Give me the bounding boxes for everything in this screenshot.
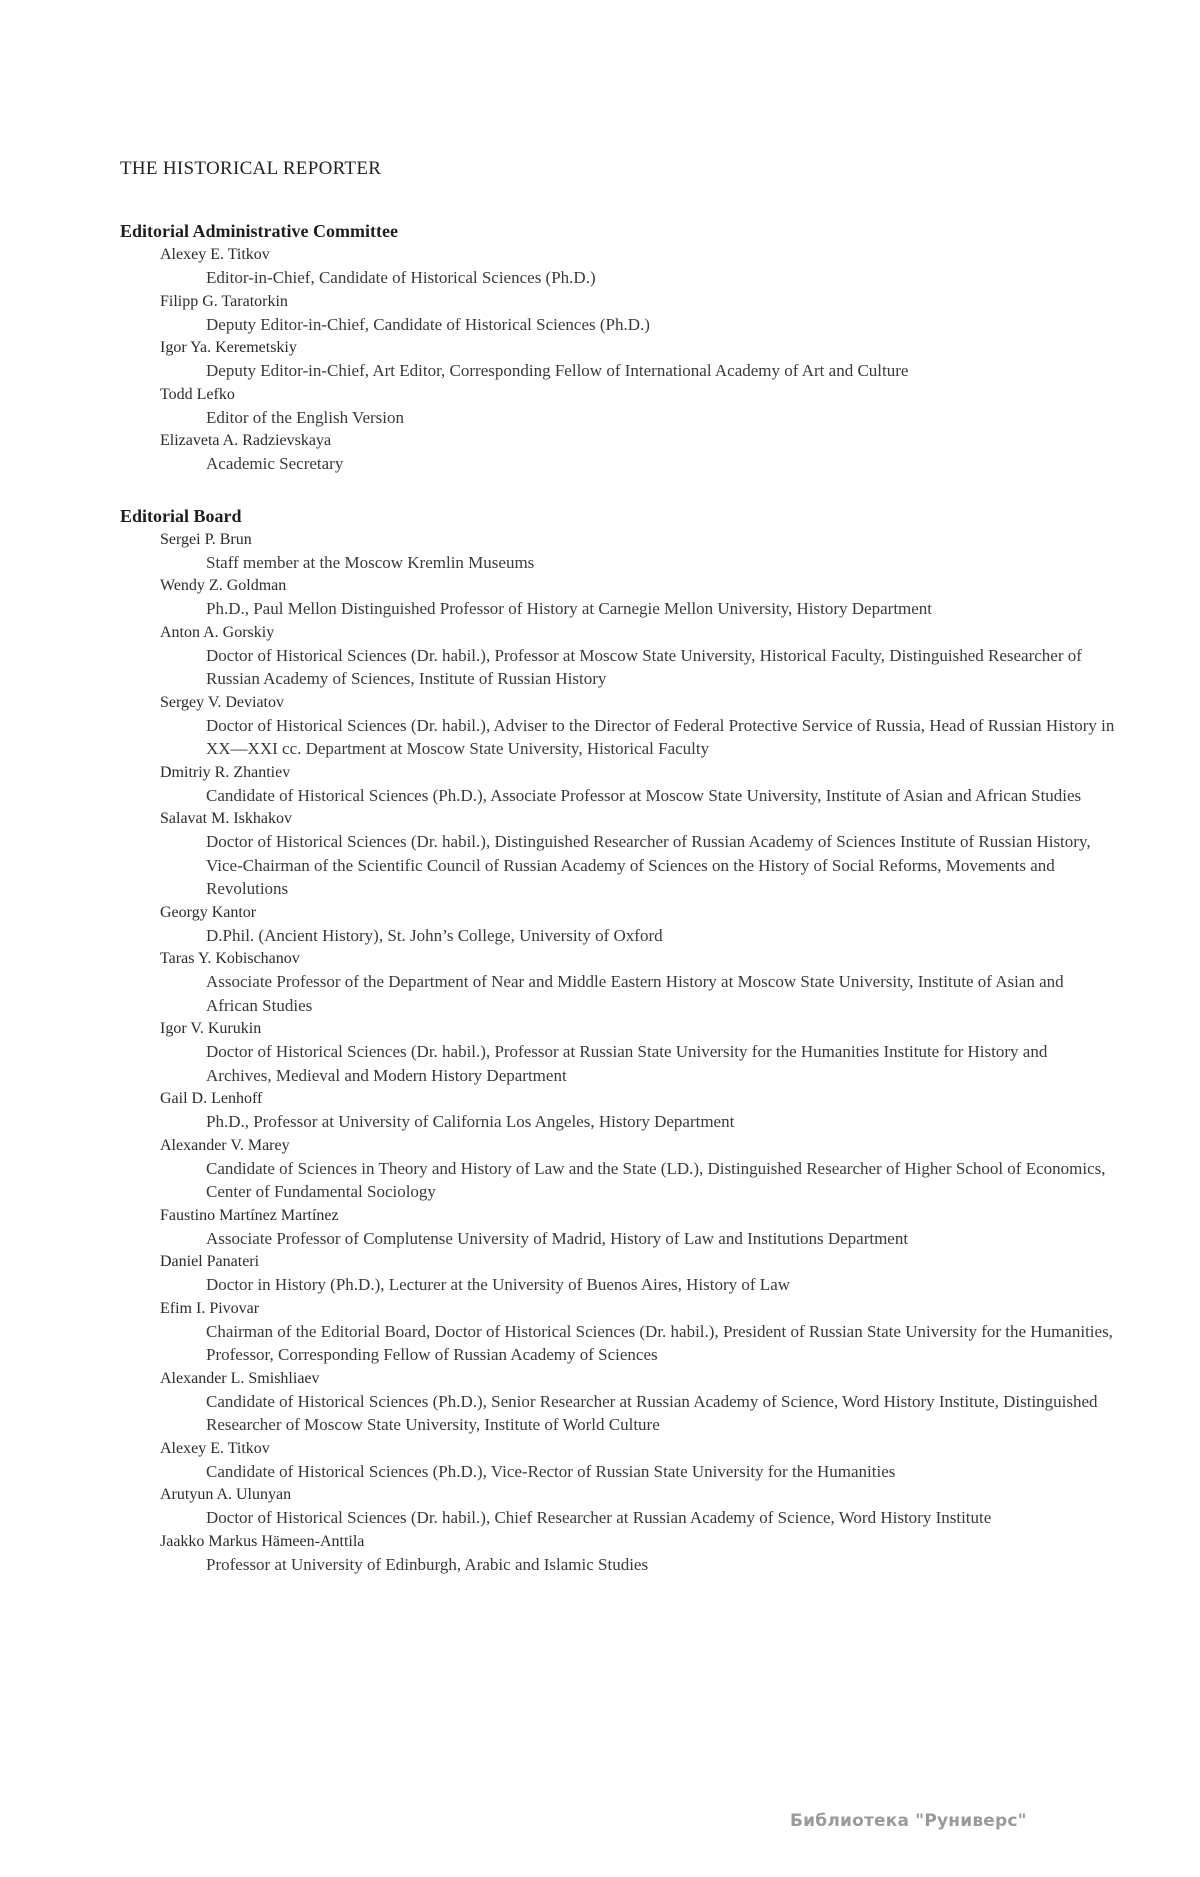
- member-entry: [120, 1134, 1120, 1204]
- member-name: Daniel Panateri: [160, 1253, 260, 1270]
- member-name: Alexey E. Titkov: [160, 246, 270, 263]
- member-list: [120, 528, 1120, 1577]
- journal-title: THE HISTORICAL REPORTER: [120, 158, 382, 179]
- member-name: Todd Lefko: [160, 385, 235, 403]
- member-name: Igor Ya. Keremetskiy: [160, 339, 297, 356]
- member-entry: [120, 1017, 1120, 1087]
- member-name: Arutyun A. Ulunyan: [160, 1486, 292, 1503]
- member-name: Sergei P. Brun: [160, 530, 252, 548]
- member-role: D.Phil. (Ancient History), St. John’s College, University of Oxford: [206, 925, 663, 945]
- member-name: Sergey V. Deviatov: [160, 693, 284, 711]
- member-role: Deputy Editor-in-Chief, Art Editor, Corresponding Fellow of International Academy of Art and Culture: [206, 361, 909, 380]
- member-entry: [120, 1530, 1120, 1577]
- member-role: Doctor of Historical Sciences (Dr. habil.), Chief Researcher at Russian Academy of Science, Word History Institute: [206, 1508, 992, 1527]
- member-role: Doctor of Historical Sciences (Dr. habil.), Professor at Moscow State University, Historical Faculty, Distinguished Researcher of Russian Academy of Sciences, Institute of Russian History: [206, 645, 1082, 688]
- member-role: Deputy Editor-in-Chief, Candidate of Historical Sciences (Ph.D.): [206, 314, 650, 334]
- member-name: Alexander V. Marey: [160, 1136, 290, 1154]
- member-entry: [120, 691, 1120, 761]
- section-title: Editorial Administrative Committee: [120, 221, 398, 241]
- library-watermark: Библиотека "Руниверс": [790, 1811, 1027, 1831]
- member-role: Candidate of Historical Sciences (Ph.D.), Associate Professor at Moscow State University, Institute of Asian and African Studies: [206, 785, 1082, 805]
- member-entry: [120, 1367, 1120, 1437]
- member-entry: [120, 336, 1120, 383]
- member-role: Ph.D., Professor at University of California Los Angeles, History Department: [206, 1112, 735, 1131]
- member-role: Professor at University of Edinburgh, Arabic and Islamic Studies: [206, 1554, 649, 1574]
- member-role: Associate Professor of the Department of Near and Middle Eastern History at Moscow State University, Institute of Asian and African Studies: [206, 972, 1064, 1015]
- member-role: Doctor in History (Ph.D.), Lecturer at the University of Buenos Aires, History of Law: [206, 1275, 791, 1294]
- member-name: Dmitriy R. Zhantiev: [160, 763, 291, 781]
- member-entry: [120, 1087, 1120, 1134]
- member-name: Taras Y. Kobischanov: [160, 950, 300, 967]
- member-entry: [120, 243, 1120, 290]
- member-role: Candidate of Historical Sciences (Ph.D.), Vice-Rector of Russian State University for the Humanities: [206, 1461, 896, 1481]
- member-role: Editor-in-Chief, Candidate of Historical Sciences (Ph.D.): [206, 268, 596, 287]
- member-name: Faustino Martínez Martínez: [160, 1206, 339, 1224]
- member-role: Doctor of Historical Sciences (Dr. habil.), Professor at Russian State University for the Humanities Institute for History and Archives, Medieval and Modern History Department: [206, 1042, 1048, 1085]
- page-content: [120, 157, 1120, 1604]
- member-entry: [120, 290, 1120, 337]
- member-name: Anton A. Gorskiy: [160, 623, 275, 641]
- member-entry: [120, 1297, 1120, 1367]
- member-role: Editor of the English Version: [206, 407, 404, 427]
- member-role: Doctor of Historical Sciences (Dr. habil.), Distinguished Researcher of Russian Academy of Sciences Institute of Russian History, Vice-Chairman of the Scientific Council of Russian Academy of Sciences on the History of Social Reforms, Movements and Revolutions: [206, 832, 1091, 898]
- section-title: Editorial Board: [120, 505, 242, 526]
- member-entry: [120, 1250, 1120, 1297]
- member-entry: [120, 1437, 1120, 1484]
- member-entry: [120, 429, 1120, 476]
- member-role: Ph.D., Paul Mellon Distinguished Professor of History at Carnegie Mellon University, History Department: [206, 599, 933, 618]
- member-role: Chairman of the Editorial Board, Doctor of Historical Sciences (Dr. habil.), President of Russian State University for the Humanities, Professor, Corresponding Fellow of Russian Academy of Sciences: [206, 1321, 1113, 1364]
- member-role: Associate Professor of Complutense University of Madrid, History of Law and Institutions Department: [206, 1228, 909, 1248]
- member-role: Academic Secretary: [206, 454, 344, 473]
- member-name: Gail D. Lenhoff: [160, 1090, 263, 1107]
- editorial-board-section: [120, 504, 1120, 1577]
- member-entry: [120, 574, 1120, 621]
- member-entry: [120, 1483, 1120, 1530]
- member-role: Staff member at the Moscow Kremlin Museums: [206, 552, 535, 572]
- member-name: Efim I. Pivovar: [160, 1299, 260, 1317]
- member-entry: [120, 383, 1120, 430]
- member-entry: [120, 901, 1120, 948]
- member-entry: [120, 528, 1120, 575]
- member-entry: [120, 947, 1120, 1017]
- member-name: Wendy Z. Goldman: [160, 577, 287, 594]
- member-name: Elizaveta A. Radzievskaya: [160, 432, 332, 449]
- member-name: Alexander L. Smishliaev: [160, 1369, 320, 1387]
- member-entry: [120, 621, 1120, 691]
- member-name: Georgy Kantor: [160, 903, 257, 921]
- member-name: Igor V. Kurukin: [160, 1020, 262, 1037]
- member-entry: [120, 807, 1120, 901]
- member-role: Candidate of Sciences in Theory and History of Law and the State (LD.), Distinguished Researcher of Higher School of Economics, Center of Fundamental Sociology: [206, 1158, 1106, 1201]
- member-role: Candidate of Historical Sciences (Ph.D.), Senior Researcher at Russian Academy of Science, Word History Institute, Distinguished Researcher of Moscow State University, Institute of World Culture: [206, 1391, 1098, 1434]
- administrative-committee-section: [120, 219, 1120, 476]
- member-name: Salavat M. Iskhakov: [160, 810, 292, 827]
- member-entry: [120, 761, 1120, 808]
- member-list: [120, 243, 1120, 476]
- member-entry: [120, 1204, 1120, 1251]
- member-name: Filipp G. Taratorkin: [160, 292, 288, 310]
- member-role: Doctor of Historical Sciences (Dr. habil.), Adviser to the Director of Federal Protective Service of Russia, Head of Russian History in XX—XXI cc. Department at Moscow State University, Historical Faculty: [206, 715, 1115, 758]
- member-name: Jaakko Markus Hämeen-Anttila: [160, 1532, 365, 1550]
- member-name: Alexey E. Titkov: [160, 1439, 270, 1457]
